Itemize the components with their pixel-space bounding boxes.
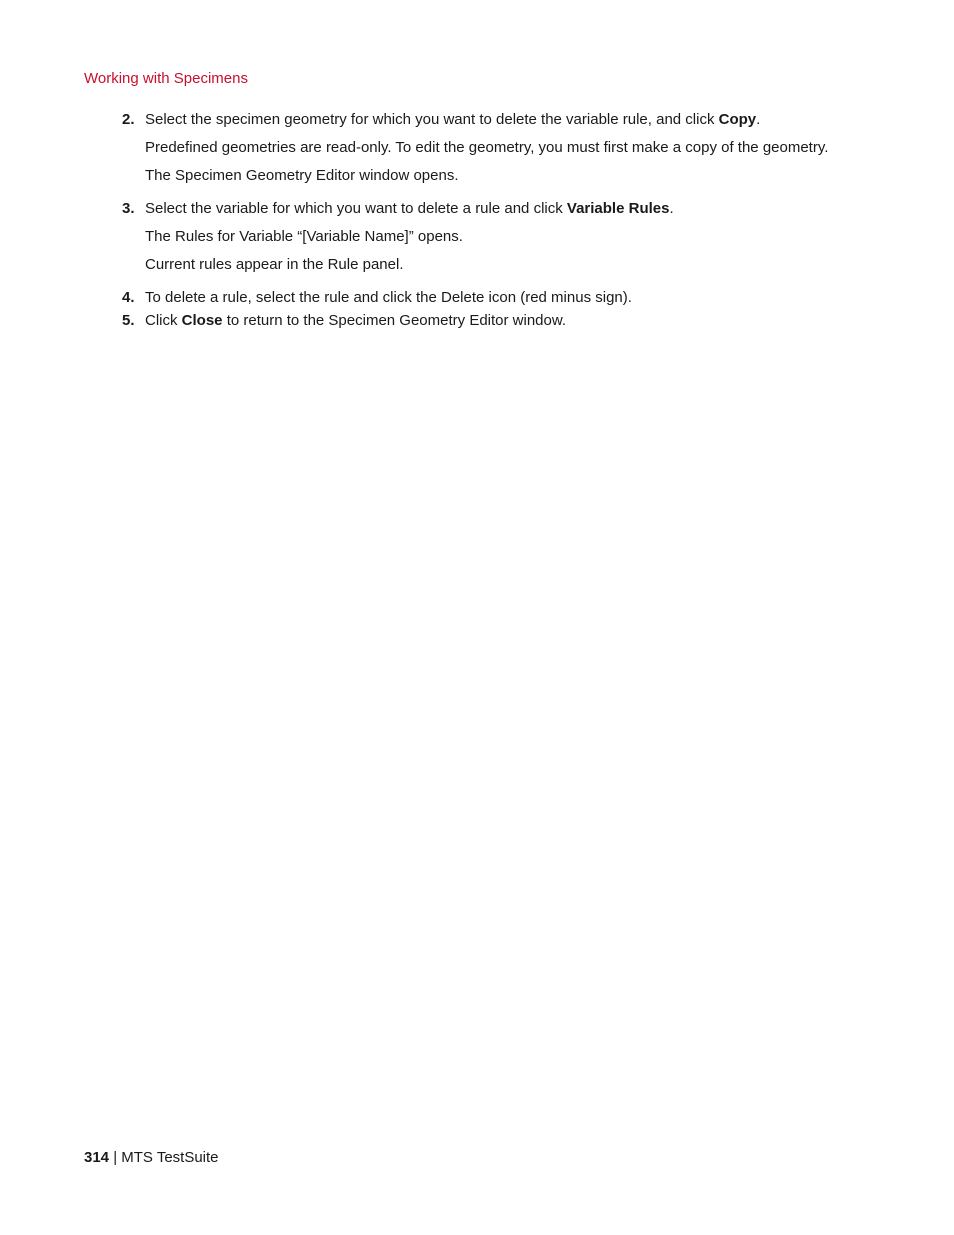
- product-name: MTS TestSuite: [121, 1149, 219, 1166]
- step-text-part: .: [669, 200, 674, 217]
- step-number: 2.: [122, 111, 135, 128]
- ui-term: Copy: [718, 111, 757, 128]
- step-text: [145, 199, 674, 219]
- step-note: Current rules appear in the Rule panel.: [145, 256, 404, 273]
- step-text: [145, 110, 760, 130]
- step-number: 4.: [122, 289, 135, 306]
- step-text-part: to return to the Specimen Geometry Editor window.: [222, 312, 567, 329]
- step-note: The Specimen Geometry Editor window opens.: [145, 167, 459, 184]
- step-text: To delete a rule, select the rule and click the Delete icon (red minus sign).: [145, 289, 632, 306]
- step-text-part: Click: [145, 312, 182, 329]
- step-text-part: .: [756, 111, 761, 128]
- step-text-part: Select the specimen geometry for which you want to delete the variable rule, and click: [145, 111, 719, 128]
- step-note: The Rules for Variable “[Variable Name]” opens.: [145, 228, 463, 245]
- step-note: Predefined geometries are read-only. To edit the geometry, you must first make a copy of the geometry.: [145, 139, 829, 156]
- ui-term: Close: [181, 312, 223, 329]
- page-footer: [84, 1148, 219, 1168]
- step-text-part: Select the variable for which you want to delete a rule and click: [145, 200, 567, 217]
- ui-term: Variable Rules: [566, 200, 670, 217]
- step-text: [145, 311, 566, 331]
- running-header: Working with Specimens: [84, 70, 248, 87]
- footer-separator: |: [109, 1149, 122, 1166]
- step-number: 3.: [122, 200, 135, 217]
- step-number: 5.: [122, 312, 135, 329]
- page-number: 314: [84, 1149, 110, 1166]
